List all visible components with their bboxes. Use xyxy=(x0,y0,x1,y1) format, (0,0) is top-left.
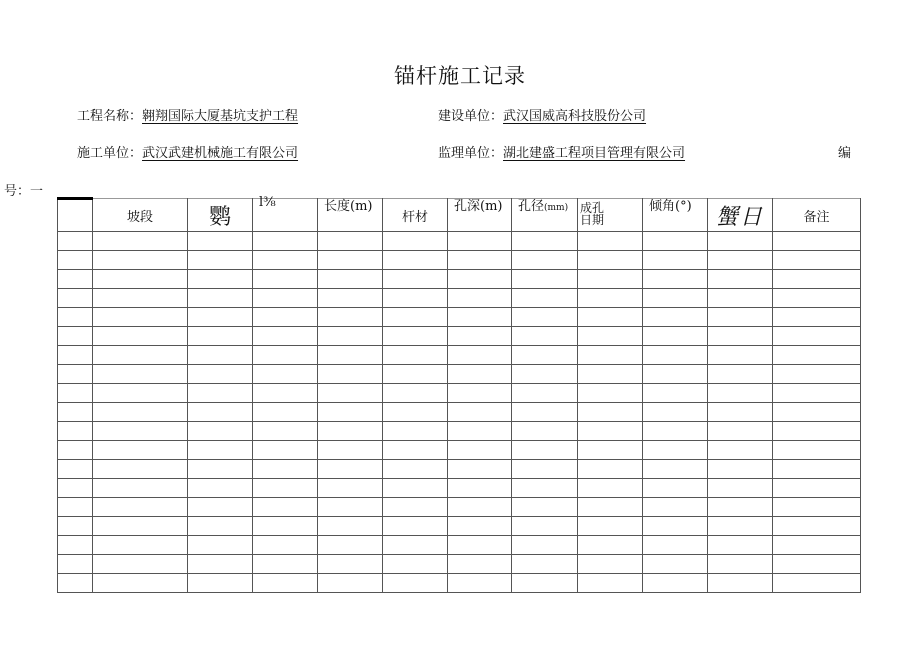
table-cell xyxy=(188,574,253,593)
table-cell xyxy=(318,251,383,270)
header-c10 xyxy=(708,199,773,232)
table-cell xyxy=(93,270,188,289)
table-row xyxy=(58,498,861,517)
serial-label-b: 号：一 xyxy=(4,184,44,199)
table-cell xyxy=(58,498,93,517)
table-row xyxy=(58,460,861,479)
contractor-label: 施工单位： xyxy=(77,146,143,161)
table-cell xyxy=(318,270,383,289)
table-cell xyxy=(318,441,383,460)
table-cell xyxy=(318,403,383,422)
table-row xyxy=(58,251,861,270)
table-cell xyxy=(383,479,448,498)
table-row xyxy=(58,479,861,498)
table-cell xyxy=(188,232,253,251)
table-cell xyxy=(448,460,512,479)
table-cell xyxy=(58,403,93,422)
table-cell xyxy=(58,536,93,555)
header-hole-dia-wrap xyxy=(518,195,568,214)
table-cell xyxy=(318,327,383,346)
table-row xyxy=(58,346,861,365)
table-cell xyxy=(188,365,253,384)
table-cell xyxy=(448,384,512,403)
table-cell xyxy=(93,574,188,593)
table-cell xyxy=(253,232,318,251)
table-cell xyxy=(643,384,708,403)
table-cell xyxy=(578,517,643,536)
table-cell xyxy=(58,346,93,365)
table-body xyxy=(58,232,861,593)
table-cell xyxy=(253,289,318,308)
table-cell xyxy=(58,289,93,308)
table-cell xyxy=(643,365,708,384)
table-row xyxy=(58,555,861,574)
table-cell xyxy=(253,422,318,441)
table-cell xyxy=(93,327,188,346)
table-cell xyxy=(383,289,448,308)
table-cell xyxy=(643,498,708,517)
table-cell xyxy=(643,555,708,574)
table-cell xyxy=(512,384,578,403)
table-cell xyxy=(773,536,861,555)
table-cell xyxy=(58,270,93,289)
table-cell xyxy=(578,289,643,308)
table-cell xyxy=(643,574,708,593)
table-cell xyxy=(643,289,708,308)
table-cell xyxy=(578,308,643,327)
table-cell xyxy=(383,555,448,574)
table-cell xyxy=(58,384,93,403)
table-cell xyxy=(318,479,383,498)
header-hole-dia xyxy=(512,199,578,232)
supervisor-field xyxy=(438,142,685,161)
table-cell xyxy=(318,346,383,365)
table-cell xyxy=(578,422,643,441)
table-cell xyxy=(383,441,448,460)
table-cell xyxy=(58,460,93,479)
table-cell xyxy=(448,403,512,422)
table-cell xyxy=(253,270,318,289)
table-cell xyxy=(383,498,448,517)
table-cell xyxy=(188,517,253,536)
table-cell xyxy=(773,460,861,479)
table-cell xyxy=(708,517,773,536)
table-cell xyxy=(448,422,512,441)
table-cell xyxy=(93,403,188,422)
table-cell xyxy=(643,232,708,251)
table-cell xyxy=(58,232,93,251)
table-cell xyxy=(253,517,318,536)
header-slope: 坡段 xyxy=(93,199,188,232)
table-cell xyxy=(773,232,861,251)
table-cell xyxy=(318,384,383,403)
table-row xyxy=(58,403,861,422)
table-cell xyxy=(188,384,253,403)
table-cell xyxy=(773,251,861,270)
table-cell xyxy=(188,270,253,289)
table-cell xyxy=(318,517,383,536)
table-row xyxy=(58,327,861,346)
table-cell xyxy=(773,327,861,346)
table-cell xyxy=(253,251,318,270)
table-cell xyxy=(58,251,93,270)
table-cell xyxy=(448,441,512,460)
table-cell xyxy=(448,327,512,346)
document-title: 锚杆施工记录 xyxy=(394,64,526,88)
table-row xyxy=(58,574,861,593)
table-cell xyxy=(318,365,383,384)
table-cell xyxy=(448,232,512,251)
header-date-line1: 成孔 xyxy=(580,201,605,215)
table-cell xyxy=(448,574,512,593)
header-remarks: 备注 xyxy=(773,199,861,232)
table-cell xyxy=(512,308,578,327)
table-row xyxy=(58,384,861,403)
table-cell xyxy=(58,422,93,441)
table-cell xyxy=(253,574,318,593)
table-cell xyxy=(188,460,253,479)
table-cell xyxy=(512,536,578,555)
table-cell xyxy=(93,498,188,517)
table-cell xyxy=(93,384,188,403)
table-cell xyxy=(383,251,448,270)
table-cell xyxy=(93,460,188,479)
table-cell xyxy=(188,422,253,441)
header-hole-depth xyxy=(448,199,512,232)
table-cell xyxy=(512,403,578,422)
table-cell xyxy=(773,308,861,327)
header-length-text: 长度(m) xyxy=(324,199,373,214)
table-cell xyxy=(773,441,861,460)
table-cell xyxy=(512,422,578,441)
table-row xyxy=(58,232,861,251)
table-row xyxy=(58,441,861,460)
table-cell xyxy=(512,270,578,289)
header-index xyxy=(58,199,93,232)
table-cell xyxy=(773,346,861,365)
table-cell xyxy=(773,384,861,403)
table-cell xyxy=(93,232,188,251)
table-cell xyxy=(708,422,773,441)
project-name-value: 翱翔国际大厦基坑支护工程 xyxy=(142,109,299,124)
table-cell xyxy=(448,498,512,517)
table-cell xyxy=(578,403,643,422)
table-cell xyxy=(643,460,708,479)
table-cell xyxy=(253,536,318,555)
table-cell xyxy=(448,479,512,498)
table-cell xyxy=(58,574,93,593)
table-cell xyxy=(643,270,708,289)
table-cell xyxy=(773,479,861,498)
table-row xyxy=(58,308,861,327)
table-cell xyxy=(318,574,383,593)
table-cell xyxy=(188,308,253,327)
table-cell xyxy=(318,460,383,479)
contractor-value: 武汉武建机械施工有限公司 xyxy=(142,146,299,161)
table-cell xyxy=(512,327,578,346)
table-cell xyxy=(318,555,383,574)
table-cell xyxy=(643,346,708,365)
table-cell xyxy=(708,308,773,327)
table-cell xyxy=(318,536,383,555)
table-cell xyxy=(578,479,643,498)
table-cell xyxy=(708,555,773,574)
table-cell xyxy=(643,251,708,270)
supervisor-label: 监理单位： xyxy=(438,146,504,161)
table-cell xyxy=(578,232,643,251)
table-cell xyxy=(93,346,188,365)
table-cell xyxy=(512,555,578,574)
header-date-line2: 日期 xyxy=(580,213,605,227)
table-cell xyxy=(188,441,253,460)
table-cell xyxy=(708,479,773,498)
table-cell xyxy=(253,308,318,327)
table-cell xyxy=(643,536,708,555)
table-cell xyxy=(93,536,188,555)
table-cell xyxy=(773,365,861,384)
table-cell xyxy=(188,327,253,346)
table-cell xyxy=(708,289,773,308)
contractor-field xyxy=(77,142,298,161)
table-row xyxy=(58,422,861,441)
table-cell xyxy=(253,346,318,365)
table-cell xyxy=(708,327,773,346)
owner-field xyxy=(438,105,646,124)
table-cell xyxy=(253,460,318,479)
table-cell xyxy=(773,517,861,536)
table-cell xyxy=(512,365,578,384)
header-c2-text: 鹦 xyxy=(208,204,231,230)
table-cell xyxy=(58,555,93,574)
table-cell xyxy=(578,555,643,574)
header-hole-dia-unit: (mm) xyxy=(544,203,569,213)
table-cell xyxy=(253,479,318,498)
table-cell xyxy=(58,517,93,536)
table-cell xyxy=(708,270,773,289)
supervisor-value: 湖北建盛工程项目管理有限公司 xyxy=(503,146,686,161)
table-cell xyxy=(708,498,773,517)
table-cell xyxy=(188,555,253,574)
header-c3-text: l⅜ xyxy=(259,195,276,210)
table-cell xyxy=(578,327,643,346)
table-row xyxy=(58,517,861,536)
table-cell xyxy=(448,346,512,365)
table-cell xyxy=(448,365,512,384)
header-angle xyxy=(643,199,708,232)
table-cell xyxy=(578,270,643,289)
table-cell xyxy=(93,289,188,308)
table-cell xyxy=(708,574,773,593)
table-cell xyxy=(58,441,93,460)
table-cell xyxy=(643,422,708,441)
header-c3 xyxy=(253,195,318,232)
table-cell xyxy=(383,327,448,346)
table-cell xyxy=(708,346,773,365)
table-cell xyxy=(383,270,448,289)
table-cell xyxy=(93,555,188,574)
table-cell xyxy=(188,403,253,422)
table-cell xyxy=(93,422,188,441)
table-cell xyxy=(643,403,708,422)
table-cell xyxy=(773,498,861,517)
table-cell xyxy=(708,232,773,251)
table-cell xyxy=(578,441,643,460)
table-cell xyxy=(188,289,253,308)
table-cell xyxy=(383,536,448,555)
table-cell xyxy=(448,270,512,289)
header-length xyxy=(318,199,383,232)
table-cell xyxy=(512,232,578,251)
table-cell xyxy=(773,289,861,308)
table-cell xyxy=(58,479,93,498)
table-cell xyxy=(643,308,708,327)
table-row xyxy=(58,536,861,555)
table-cell xyxy=(253,498,318,517)
header-hole-dia-text: 孔径 xyxy=(518,199,545,214)
owner-label: 建设单位： xyxy=(438,109,504,124)
table-cell xyxy=(188,498,253,517)
table-cell xyxy=(708,441,773,460)
table-cell xyxy=(578,365,643,384)
table-cell xyxy=(93,517,188,536)
table-cell xyxy=(643,441,708,460)
table-cell xyxy=(773,403,861,422)
table-cell xyxy=(383,403,448,422)
table-cell xyxy=(773,555,861,574)
table-cell xyxy=(448,517,512,536)
table-cell xyxy=(578,574,643,593)
table-cell xyxy=(708,365,773,384)
table-cell xyxy=(773,270,861,289)
table-cell xyxy=(93,308,188,327)
table-cell xyxy=(383,232,448,251)
table-cell xyxy=(448,251,512,270)
table-cell xyxy=(512,346,578,365)
table-cell xyxy=(512,517,578,536)
table-cell xyxy=(188,346,253,365)
table-cell xyxy=(773,574,861,593)
serial-label-a: 编 xyxy=(838,146,852,161)
table-cell xyxy=(383,384,448,403)
table-cell xyxy=(383,460,448,479)
table-cell xyxy=(512,251,578,270)
table-cell xyxy=(708,460,773,479)
project-name-field xyxy=(77,105,298,124)
table-cell xyxy=(253,555,318,574)
table-cell xyxy=(708,251,773,270)
table-cell xyxy=(383,365,448,384)
table-cell xyxy=(512,460,578,479)
table-cell xyxy=(643,327,708,346)
table-cell xyxy=(578,536,643,555)
table-cell xyxy=(253,327,318,346)
table-cell xyxy=(512,289,578,308)
table-cell xyxy=(253,365,318,384)
header-angle-text: 倾角(°) xyxy=(649,199,692,214)
table-cell xyxy=(318,308,383,327)
table-cell xyxy=(93,479,188,498)
table-cell xyxy=(318,498,383,517)
table-cell xyxy=(578,384,643,403)
table-cell xyxy=(643,517,708,536)
table-cell xyxy=(578,251,643,270)
table-cell xyxy=(512,441,578,460)
table-row xyxy=(58,365,861,384)
table-cell xyxy=(448,308,512,327)
table-cell xyxy=(318,289,383,308)
table-cell xyxy=(58,365,93,384)
table-cell xyxy=(448,536,512,555)
header-rod: 杆材 xyxy=(383,199,448,232)
table-header-row xyxy=(58,199,861,232)
table-cell xyxy=(512,574,578,593)
table-cell xyxy=(58,327,93,346)
table-cell xyxy=(578,498,643,517)
table-cell xyxy=(448,555,512,574)
table-cell xyxy=(512,479,578,498)
table-cell xyxy=(188,251,253,270)
table-cell xyxy=(708,403,773,422)
table-cell xyxy=(643,479,708,498)
table-cell xyxy=(253,441,318,460)
table-cell xyxy=(188,536,253,555)
anchor-record-table xyxy=(57,197,861,593)
table-cell xyxy=(383,308,448,327)
table-cell xyxy=(93,251,188,270)
table-cell xyxy=(512,498,578,517)
table-cell xyxy=(318,232,383,251)
table-cell xyxy=(58,308,93,327)
table-cell xyxy=(253,384,318,403)
table-row xyxy=(58,270,861,289)
table-cell xyxy=(318,422,383,441)
header-c10-text: 蟹日 xyxy=(715,204,764,230)
header-c2 xyxy=(188,199,253,232)
header-hole-depth-text: 孔深(m) xyxy=(454,199,503,214)
header-date xyxy=(578,199,643,232)
table-cell xyxy=(578,346,643,365)
table-cell xyxy=(93,365,188,384)
table-cell xyxy=(708,384,773,403)
table-cell xyxy=(253,403,318,422)
table-row xyxy=(58,289,861,308)
table-cell xyxy=(383,574,448,593)
table-cell xyxy=(93,441,188,460)
owner-value: 武汉国威高科技股份公司 xyxy=(503,109,647,124)
table-cell xyxy=(578,460,643,479)
table-cell xyxy=(448,289,512,308)
header-date-stack xyxy=(580,202,604,226)
table-cell xyxy=(383,346,448,365)
table-cell xyxy=(773,422,861,441)
table-cell xyxy=(188,479,253,498)
project-name-label: 工程名称： xyxy=(77,109,143,124)
table-cell xyxy=(383,422,448,441)
table-cell xyxy=(383,517,448,536)
table-cell xyxy=(708,536,773,555)
